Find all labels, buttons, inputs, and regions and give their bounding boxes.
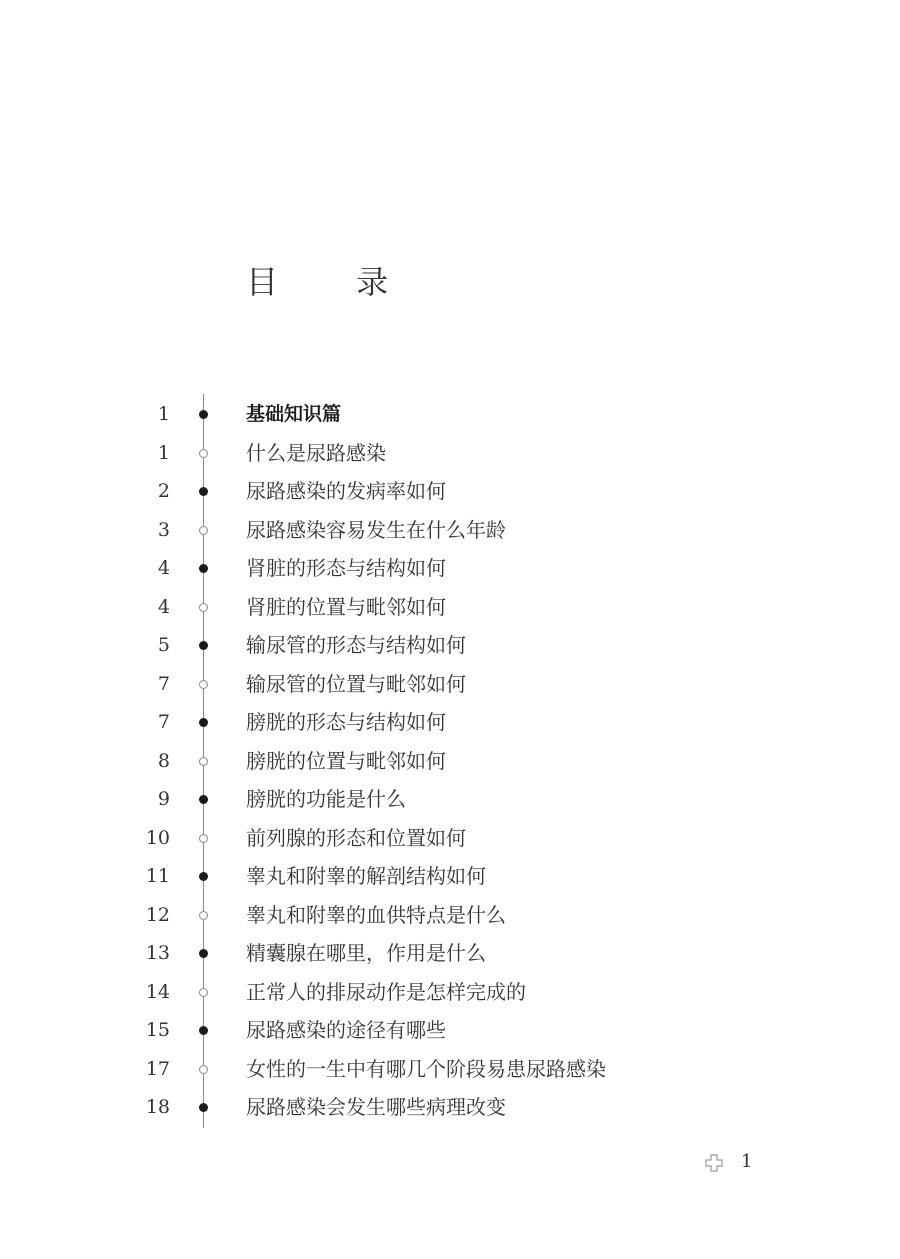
toc-section-heading[interactable]	[0, 396, 900, 435]
toc-page-number: 3	[157, 518, 170, 541]
toc-entry-title: 睾丸和附睾的解剖结构如何	[246, 864, 486, 888]
toc-page-number: 15	[145, 1019, 170, 1041]
toc-entry-title: 精囊腺在哪里，作用是什么	[246, 941, 486, 965]
filled-dot-icon	[199, 1103, 208, 1112]
toc-entry[interactable]	[0, 1089, 900, 1128]
filled-dot-icon	[199, 564, 208, 573]
hollow-dot-icon	[199, 1065, 208, 1074]
filled-dot-icon	[199, 1026, 208, 1035]
toc-page-number: 5	[157, 634, 170, 656]
toc-entry[interactable]	[0, 1051, 900, 1090]
hollow-dot-icon	[199, 911, 208, 920]
filled-dot-icon	[199, 795, 208, 804]
toc-entry[interactable]	[0, 1012, 900, 1051]
toc-page-number: 18	[145, 1096, 170, 1118]
toc-entry[interactable]	[0, 473, 900, 512]
toc-entry[interactable]	[0, 820, 900, 859]
toc-page-number: 8	[157, 749, 170, 772]
toc-page-number: 10	[145, 826, 170, 849]
toc-page-number: 11	[145, 865, 170, 887]
hollow-dot-icon	[199, 834, 208, 843]
page-number: 1	[741, 1151, 753, 1172]
toc-entry-title: 尿路感染会发生哪些病理改变	[246, 1095, 506, 1119]
toc-entry-title: 基础知识篇	[246, 403, 342, 425]
toc-entry-title: 输尿管的形态与结构如何	[246, 633, 466, 657]
toc-entry-title: 什么是尿路感染	[246, 440, 386, 465]
toc-page-number: 12	[145, 903, 170, 926]
toc-entry-title: 睾丸和附睾的血供特点是什么	[246, 902, 506, 927]
toc-entry-title: 肾脏的位置与毗邻如何	[246, 594, 446, 619]
table-of-contents	[0, 396, 900, 1128]
filled-dot-icon	[199, 872, 208, 881]
toc-page-number: 7	[157, 672, 170, 695]
toc-entry-title: 正常人的排尿动作是怎样完成的	[246, 979, 526, 1004]
toc-page-number: 17	[145, 1057, 170, 1080]
toc-entry-title: 尿路感染的发病率如何	[246, 479, 446, 503]
toc-page-number: 4	[157, 595, 170, 618]
toc-entry[interactable]	[0, 935, 900, 974]
toc-entry[interactable]	[0, 512, 900, 551]
toc-page-number: 1	[157, 403, 170, 425]
toc-page-number: 9	[157, 788, 170, 810]
toc-entry-title: 膀胱的位置与毗邻如何	[246, 748, 446, 773]
toc-entry-title: 女性的一生中有哪几个阶段易患尿路感染	[246, 1056, 606, 1081]
cross-icon	[705, 1154, 723, 1172]
toc-entry[interactable]	[0, 627, 900, 666]
toc-entry-title: 膀胱的形态与结构如何	[246, 710, 446, 734]
toc-page-number: 2	[157, 480, 170, 502]
toc-entry-title: 尿路感染容易发生在什么年龄	[246, 517, 506, 542]
toc-page-number: 14	[145, 980, 170, 1003]
toc-entry[interactable]	[0, 589, 900, 628]
toc-entry[interactable]	[0, 781, 900, 820]
filled-dot-icon	[199, 718, 208, 727]
filled-dot-icon	[199, 410, 208, 419]
filled-dot-icon	[199, 487, 208, 496]
hollow-dot-icon	[199, 988, 208, 997]
toc-entry[interactable]	[0, 435, 900, 474]
toc-page-number: 13	[145, 942, 170, 964]
toc-entry[interactable]	[0, 666, 900, 705]
filled-dot-icon	[199, 641, 208, 650]
hollow-dot-icon	[199, 449, 208, 458]
hollow-dot-icon	[199, 526, 208, 535]
toc-page-number: 4	[157, 557, 170, 579]
toc-entry[interactable]	[0, 974, 900, 1013]
toc-entry[interactable]	[0, 743, 900, 782]
toc-entry-title: 膀胱的功能是什么	[246, 787, 406, 811]
page-title: 目 录	[246, 263, 423, 301]
toc-entry-title: 肾脏的形态与结构如何	[246, 556, 446, 580]
filled-dot-icon	[199, 949, 208, 958]
hollow-dot-icon	[199, 680, 208, 689]
toc-page-number: 1	[157, 441, 170, 464]
toc-entry-title: 前列腺的形态和位置如何	[246, 825, 466, 850]
toc-entry[interactable]	[0, 858, 900, 897]
hollow-dot-icon	[199, 603, 208, 612]
toc-entry[interactable]	[0, 704, 900, 743]
toc-entry-title: 输尿管的位置与毗邻如何	[246, 671, 466, 696]
hollow-dot-icon	[199, 757, 208, 766]
toc-entry-title: 尿路感染的途径有哪些	[246, 1018, 446, 1042]
toc-page-number: 7	[157, 711, 170, 733]
toc-entry[interactable]	[0, 550, 900, 589]
toc-entry[interactable]	[0, 897, 900, 936]
